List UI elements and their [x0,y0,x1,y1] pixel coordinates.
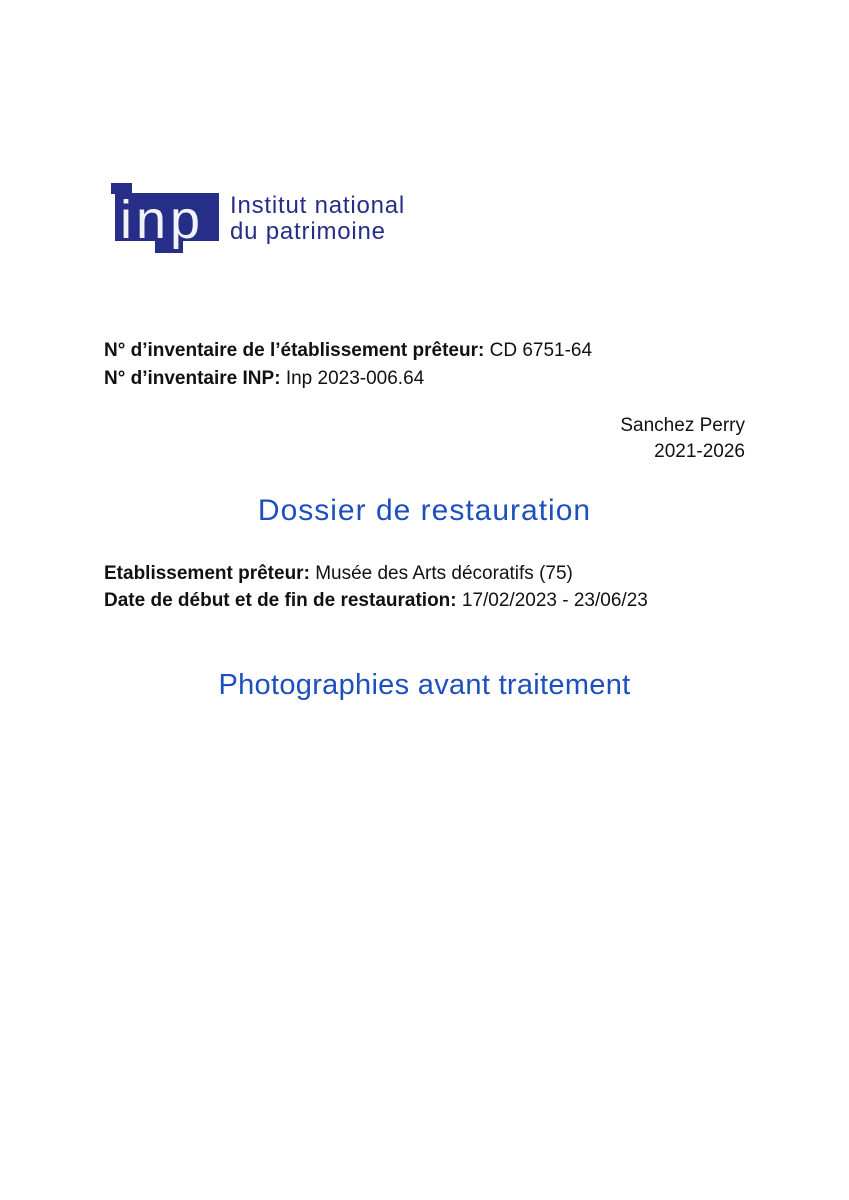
section-subtitle: Photographies avant traitement [218,669,631,701]
document-title: Dossier de restauration [257,494,592,527]
inventory-inp-line [104,365,592,393]
inventory-lender-value: CD 6751-64 [489,340,593,361]
inventory-inp-value: Inp 2023-006.64 [285,368,425,389]
inp-logo-name-line1: Institut national [230,192,406,219]
author-block [620,413,745,465]
loan-establishment-label: Etablissement prêteur: [104,563,310,584]
author-name: Sanchez Perry [620,415,745,436]
inventory-lender-line [104,337,592,365]
loan-block [104,560,648,614]
inventory-lender-label: N° d’inventaire de l’établissement prêteur: [104,340,485,361]
loan-dates-line [104,587,648,614]
inp-logo-graphic [108,172,418,264]
author-years: 2021-2026 [654,441,745,462]
inventory-inp-label: N° d’inventaire INP: [104,368,281,389]
loan-establishment-value: Musée des Arts décoratifs (75) [315,563,573,584]
inp-logo-acronym: inp [120,190,205,250]
inventory-block [104,337,592,393]
loan-dates-label: Date de début et de fin de restauration: [104,590,457,611]
inp-logo-name-line2: du patrimoine [230,218,386,245]
loan-establishment-line [104,560,648,587]
inp-logo [108,172,418,264]
loan-dates-value: 17/02/2023 - 23/06/23 [461,590,648,611]
